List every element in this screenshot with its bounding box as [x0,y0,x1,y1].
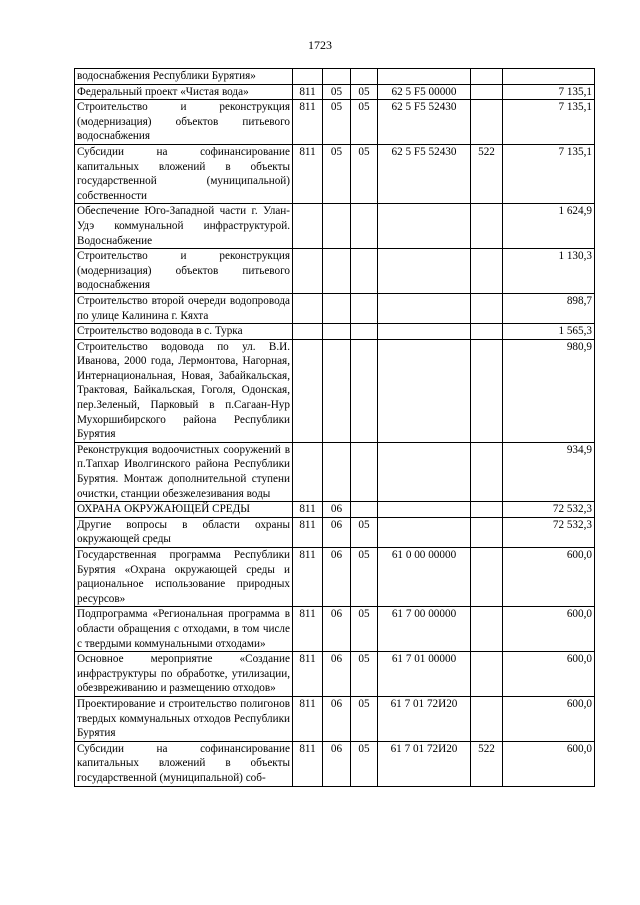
item-name-cell: Строительство второй очереди водопровода по улице Калинина г. Кяхта [75,293,293,323]
amount-cell: 600,0 [503,741,595,786]
amount-cell: 600,0 [503,652,595,697]
section-code-cell [323,293,351,323]
item-name-cell: Строительство и реконструкция (модернизация) объектов питьевого водоснабжения [75,100,293,145]
expense-type-cell [471,249,503,294]
section-code-cell: 06 [323,548,351,607]
item-name-cell: Основное мероприятие «Создание инфраструктуры по обработке, утилизации, обезвреживанию и размещению отходов» [75,652,293,697]
table-row [75,293,595,323]
ministry-code-cell: 811 [293,100,323,145]
amount-cell: 72 532,3 [503,502,595,518]
ministry-code-cell: 811 [293,502,323,518]
table-row [75,100,595,145]
expense-type-cell [471,548,503,607]
ministry-code-cell: 811 [293,548,323,607]
amount-cell: 7 135,1 [503,84,595,100]
ministry-code-cell [293,249,323,294]
target-article-cell: 61 7 01 00000 [378,652,471,697]
amount-cell: 934,9 [503,442,595,501]
table-row [75,204,595,249]
expense-type-cell [471,339,503,442]
target-article-cell: 62 5 F5 00000 [378,84,471,100]
target-article-cell: 61 0 00 00000 [378,548,471,607]
section-code-cell [323,324,351,340]
subsection-code-cell: 05 [351,652,378,697]
section-code-cell [323,442,351,501]
table-row [75,607,595,652]
subsection-code-cell [351,442,378,501]
expense-type-cell [471,652,503,697]
ministry-code-cell: 811 [293,517,323,547]
ministry-code-cell: 811 [293,84,323,100]
section-code-cell [323,69,351,85]
item-name-cell: ОХРАНА ОКРУЖАЮЩЕЙ СРЕДЫ [75,502,293,518]
table-row [75,324,595,340]
table-row [75,84,595,100]
target-article-cell [378,204,471,249]
ministry-code-cell: 811 [293,741,323,786]
budget-table [74,68,595,787]
item-name-cell: Реконструкция водоочистных сооружений в п.Тапхар Иволгинского района Республики Бурятия. Монтаж дополнительной ступени очистки, станции обезжелезивания воды [75,442,293,501]
section-code-cell [323,204,351,249]
subsection-code-cell [351,69,378,85]
amount-cell [503,69,595,85]
expense-type-cell [471,69,503,85]
item-name-cell: Другие вопросы в области охраны окружающей среды [75,517,293,547]
expense-type-cell [471,324,503,340]
item-name-cell: Субсидии на софинансирование капитальных вложений в объекты государственной (муниципальной) собственности [75,144,293,203]
subsection-code-cell: 05 [351,548,378,607]
expense-type-cell: 522 [471,144,503,203]
subsection-code-cell: 05 [351,607,378,652]
amount-cell: 600,0 [503,607,595,652]
section-code-cell [323,249,351,294]
table-body [75,69,595,787]
item-name-cell: Строительство водовода в с. Турка [75,324,293,340]
ministry-code-cell: 811 [293,607,323,652]
expense-type-cell: 522 [471,741,503,786]
ministry-code-cell [293,204,323,249]
item-name-cell: Федеральный проект «Чистая вода» [75,84,293,100]
section-code-cell: 06 [323,652,351,697]
table-row [75,517,595,547]
expense-type-cell [471,204,503,249]
subsection-code-cell [351,502,378,518]
table-row [75,249,595,294]
item-name-cell: Проектирование и строительство полигонов твердых коммунальных отходов Республики Бурятия [75,696,293,741]
target-article-cell [378,517,471,547]
ministry-code-cell: 811 [293,144,323,203]
table-row [75,548,595,607]
section-code-cell [323,339,351,442]
target-article-cell: 61 7 01 72И20 [378,741,471,786]
subsection-code-cell [351,339,378,442]
target-article-cell [378,324,471,340]
section-code-cell: 05 [323,84,351,100]
subsection-code-cell [351,324,378,340]
ministry-code-cell [293,293,323,323]
ministry-code-cell [293,324,323,340]
target-article-cell: 62 5 F5 52430 [378,144,471,203]
table-row [75,69,595,85]
section-code-cell: 06 [323,517,351,547]
item-name-cell: Строительство и реконструкция (модернизация) объектов питьевого водоснабжения [75,249,293,294]
amount-cell: 898,7 [503,293,595,323]
subsection-code-cell [351,204,378,249]
expense-type-cell [471,100,503,145]
item-name-cell: Подпрограмма «Региональная программа в области обращения с отходами, в том числе с твердыми коммунальными отходами» [75,607,293,652]
item-name-cell: Строительство водовода по ул. В.И. Иванова, 2000 года, Лермонтова, Нагорная, Интернациональная, Новая, Забайкальская, Трактовая, Байкальская, Гоголя, Одонская, пер.Зеленый, Парковый в п.Сагаан-Нур Мухоршибирского района Республики Бурятия [75,339,293,442]
amount-cell: 1 130,3 [503,249,595,294]
section-code-cell: 06 [323,502,351,518]
target-article-cell [378,442,471,501]
expense-type-cell [471,84,503,100]
amount-cell: 600,0 [503,696,595,741]
ministry-code-cell: 811 [293,652,323,697]
target-article-cell [378,502,471,518]
table-row [75,696,595,741]
item-name-cell: водоснабжения Республики Бурятия» [75,69,293,85]
expense-type-cell [471,696,503,741]
table-row [75,144,595,203]
section-code-cell: 06 [323,696,351,741]
target-article-cell [378,293,471,323]
item-name-cell: Субсидии на софинансирование капитальных вложений в объекты государственной (муниципальной) соб- [75,741,293,786]
amount-cell: 72 532,3 [503,517,595,547]
target-article-cell: 62 5 F5 52430 [378,100,471,145]
subsection-code-cell: 05 [351,84,378,100]
target-article-cell: 61 7 01 72И20 [378,696,471,741]
amount-cell: 7 135,1 [503,144,595,203]
amount-cell: 600,0 [503,548,595,607]
expense-type-cell [471,607,503,652]
target-article-cell: 61 7 00 00000 [378,607,471,652]
table-row [75,502,595,518]
table-row [75,442,595,501]
ministry-code-cell: 811 [293,696,323,741]
target-article-cell [378,249,471,294]
item-name-cell: Государственная программа Республики Бурятия «Охрана окружающей среды и рациональное использование природных ресурсов» [75,548,293,607]
table-row [75,741,595,786]
ministry-code-cell [293,442,323,501]
subsection-code-cell: 05 [351,100,378,145]
table-row [75,339,595,442]
expense-type-cell [471,442,503,501]
subsection-code-cell: 05 [351,741,378,786]
section-code-cell: 06 [323,607,351,652]
target-article-cell [378,69,471,85]
expense-type-cell [471,293,503,323]
subsection-code-cell [351,249,378,294]
expense-type-cell [471,502,503,518]
subsection-code-cell: 05 [351,517,378,547]
amount-cell: 1 624,9 [503,204,595,249]
section-code-cell: 06 [323,741,351,786]
amount-cell: 980,9 [503,339,595,442]
subsection-code-cell: 05 [351,696,378,741]
section-code-cell: 05 [323,100,351,145]
table-row [75,652,595,697]
page-number: 1723 [308,38,332,52]
ministry-code-cell [293,69,323,85]
ministry-code-cell [293,339,323,442]
target-article-cell [378,339,471,442]
amount-cell: 7 135,1 [503,100,595,145]
subsection-code-cell: 05 [351,144,378,203]
amount-cell: 1 565,3 [503,324,595,340]
item-name-cell: Обеспечение Юго-Западной части г. Улан-Удэ коммунальной инфраструктурой. Водоснабжение [75,204,293,249]
subsection-code-cell [351,293,378,323]
expense-type-cell [471,517,503,547]
section-code-cell: 05 [323,144,351,203]
